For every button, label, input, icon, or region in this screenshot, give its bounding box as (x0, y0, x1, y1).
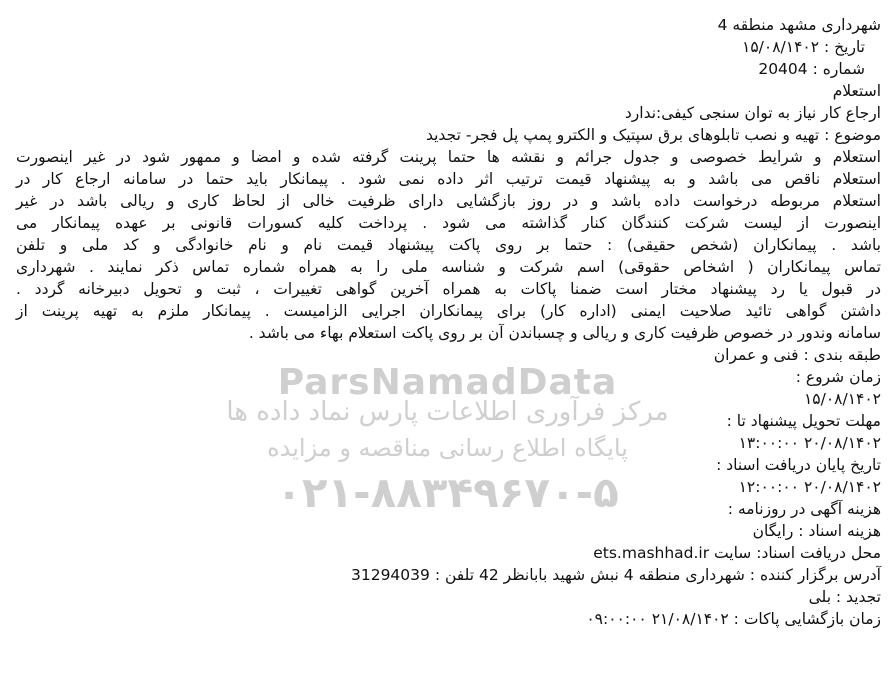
document-cost-line: هزینه اسناد : رایگان (752, 522, 881, 540)
category-line: طبقه بندی : فنی و عمران (713, 346, 881, 364)
date-line: تاریخ : ۱۵/۰۸/۱۴۰۲ (742, 38, 865, 56)
number-line: شماره : 20404 (758, 60, 865, 78)
deadline-label: مهلت تحویل پیشنهاد تا : (726, 412, 881, 430)
body-line: استعلام ناقص می باشد و به پیشنهاد قیمت ترتیب اثر داده نمی شود . پیمانکار باید حتما در سامانه ارجاع کار در (16, 170, 881, 188)
opening-time-line: زمان بازگشایی پاکات : ۲۱/۰۸/۱۴۰۲ ۰۹:۰۰:۰۰ (586, 610, 881, 628)
document-place-line: محل دریافت اسناد: سایت ets.mashhad.ir (593, 544, 881, 562)
organization-line: شهرداری مشهد منطقه 4 (717, 16, 881, 34)
document-title: استعلام (832, 82, 881, 100)
watermark-tender-portal: پایگاه اطلاع رسانی مناقصه و مزایده (267, 434, 628, 462)
watermark-brand: ParsNamadData (277, 362, 618, 403)
watermark-phone: ۰۲۱-۸۸۳۴۹۶۷۰-۵ (276, 468, 619, 517)
watermark-center-name: مرکز فرآوری اطلاعات پارس نماد داده ها (226, 397, 669, 427)
ad-cost-line: هزینه آگهی در روزنامه : (727, 500, 881, 518)
body-line: باشد . پیمانکاران (شخص حقیقی) : حتما بر روی پاکت پیشنهاد قیمت نام و نام خانوادگی و کد ملی و تلفن (16, 236, 881, 254)
document-deadline-value: ۲۰/۰۸/۱۴۰۲ ۱۲:۰۰:۰۰ (738, 478, 881, 496)
body-line: تماس پیمانکاران ( اشخاص حقوقی) اسم شرکت و شناسه ملی را به همراه شماره تماس ذکر نمایند . شهرداری (16, 258, 881, 276)
start-time-label: زمان شروع : (795, 368, 881, 386)
quality-assessment-line: ارجاع کار نیاز به توان سنجی کیفی:ندارد (624, 104, 881, 122)
document-deadline-label: تاریخ پایان دریافت اسناد : (716, 456, 881, 474)
deadline-value: ۲۰/۰۸/۱۴۰۲ ۱۳:۰۰:۰۰ (738, 434, 881, 452)
body-line: استعلام مربوطه درخواست داده باشد و در روز بازگشایی دارای ظرفیت خالی از لحاظ کاری و ریالی باشد در غیر (16, 192, 881, 210)
organizer-address-line: آدرس برگزار کننده : شهرداری منطقه 4 نبش شهید بابانظر 42 تلفن : 31294039 (350, 566, 881, 584)
start-time-value: ۱۵/۰۸/۱۴۰۲ (803, 390, 881, 408)
body-line: سامانه وندور در خصوص ظرفیت کاری و ریالی و چسباندن آن بر روی پاکت استعلام بهاء می باشد . (248, 324, 881, 342)
body-line: داشتن گواهی تائید صلاحیت ایمنی (اداره کار) برای پیمانکاران اجرایی الزامیست . پیمانکار ملزم به تهیه پرینت از (16, 302, 881, 320)
body-line: استعلام و شرایط خصوصی و جدول جرائم و نقشه ها حتما پرینت گرفته شده و امضا و ممهور شود در غیر اینصورت (16, 148, 881, 166)
body-line: در قبول یا رد پیشنهاد مختار است ضمنا پاکات به همراه آخرین گواهی تغییرات ، ثبت و تحویل دبیرخانه گردد . (16, 280, 881, 298)
renewal-line: تجدید : بلی (808, 588, 881, 606)
body-line: اینصورت از لیست شرکت کنندگان کنار گذاشته می شود . پرداخت کلیه کسورات قانونی بر عهده پیمانکار می (16, 214, 881, 232)
subject-line: موضوع : تهیه و نصب تابلوهای برق سپتیک و الکترو پمپ پل فجر- تجدید (425, 126, 881, 144)
